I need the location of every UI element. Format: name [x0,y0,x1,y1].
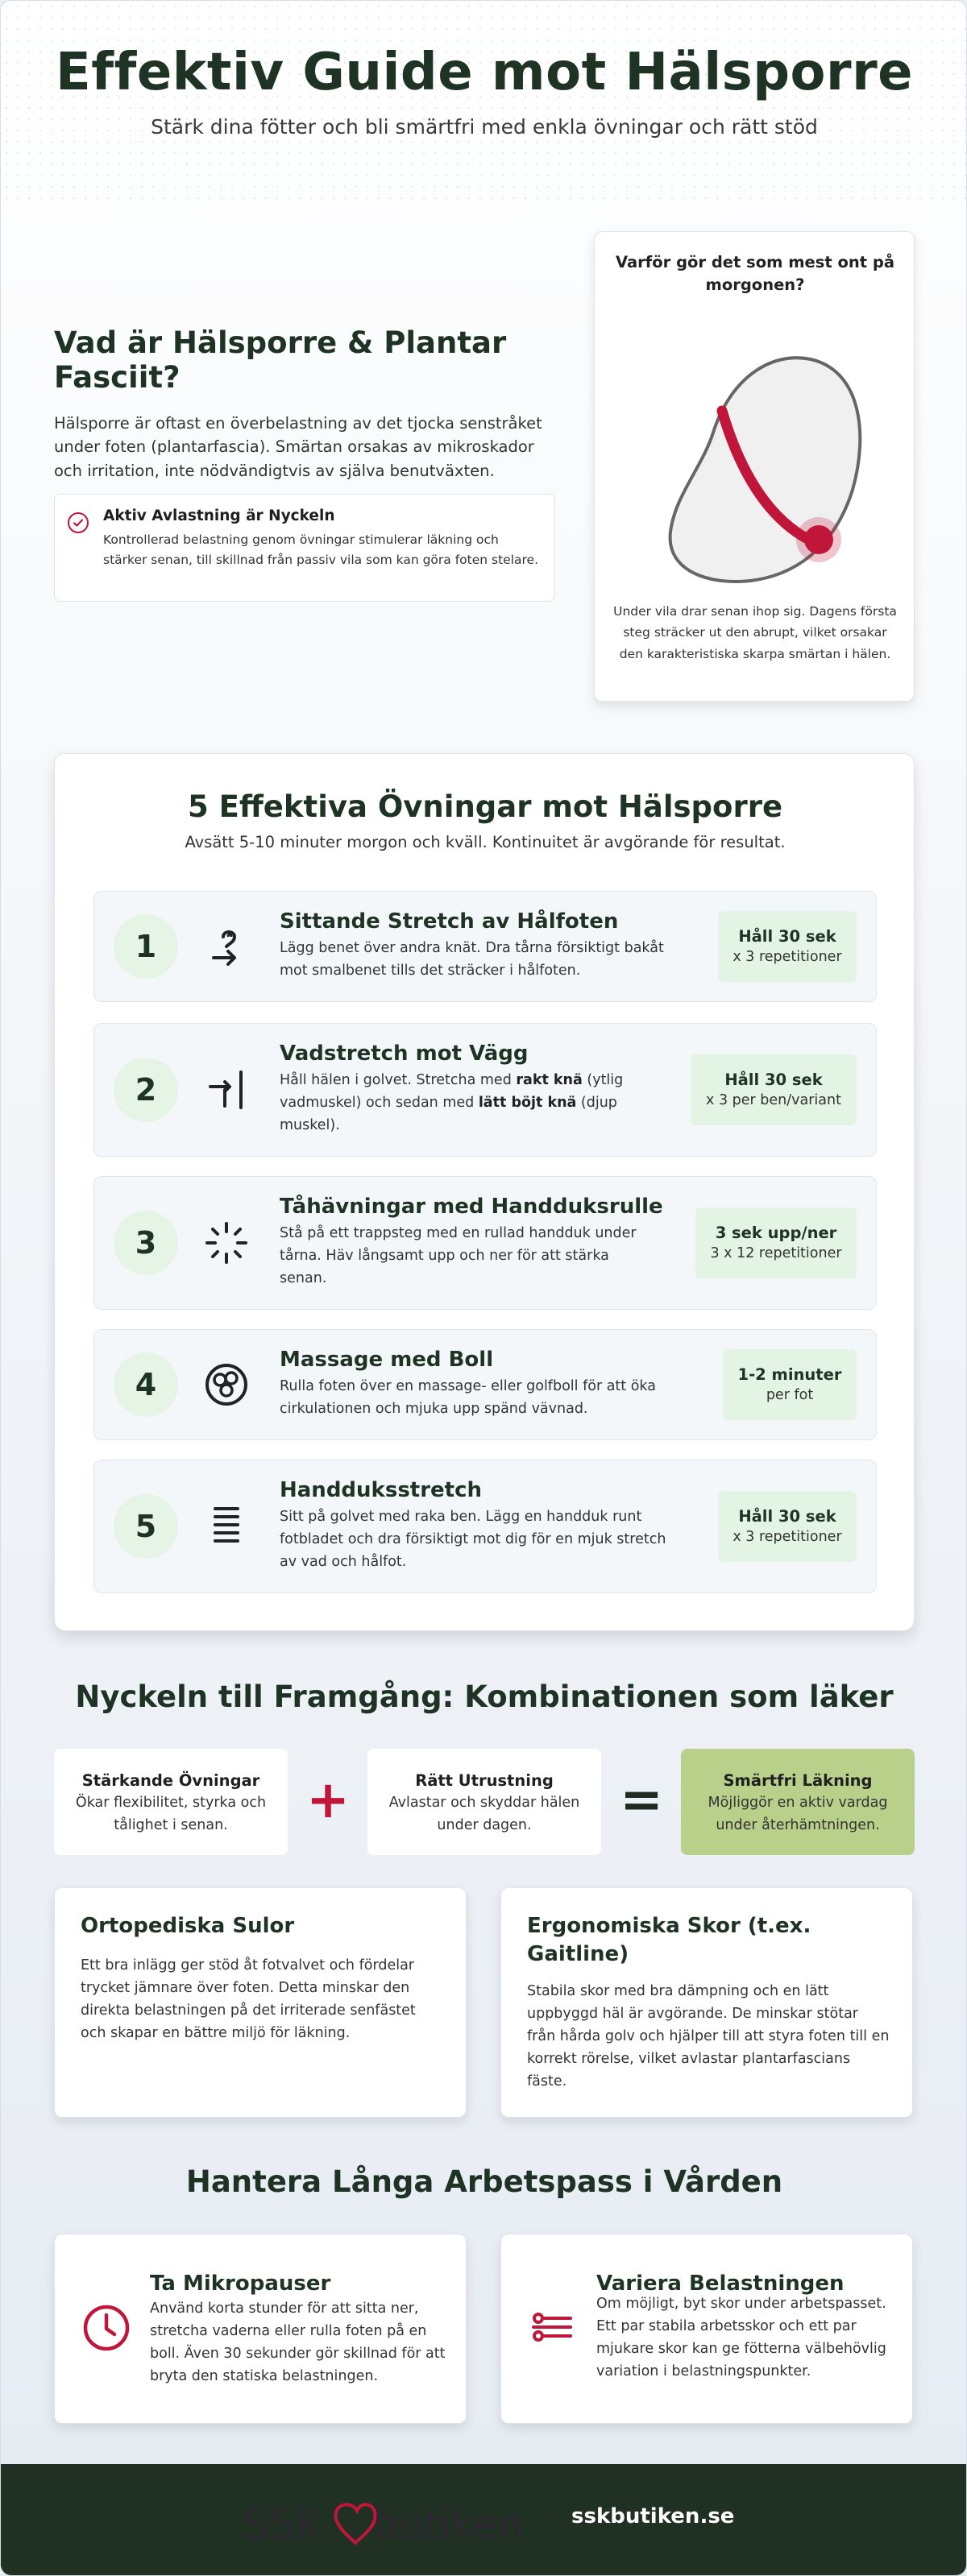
exercise-description: Sitt på golvet med raka ben. Lägg en handduk runt fotbladet och dra försiktigt mot dig för en mjuk stretch av vad och hålfot. [280,1509,666,1570]
combo-exercises-box [54,1749,288,1855]
combo-result-text: Möjliggör en aktiv vardag under återhämtningen. [708,1795,888,1833]
exercise-description: Lägg benet över andra knät. Dra tårna försiktigt bakåt mot smalbenet tills det sträcker i hålfoten. [280,940,664,979]
combo-result-box [681,1749,915,1855]
morning-pain-text: Under vila drar senan ihop sig. Dagens första steg sträcker ut den abrupt, vilket orsakar den karakteristiska skarpa smärtan i hälen. [613,604,897,661]
combo-equipment-box [367,1749,601,1855]
badge-sub: x 3 repetitioner [733,949,842,965]
combo-exercises-text: Ökar flexibilitet, styrka och tålighet i senan. [75,1795,267,1833]
exercise-name: Massage med Boll [280,1348,494,1372]
micro-pause-card [54,2234,467,2424]
combo-equipment-title: Rätt Utrustning [415,1771,554,1790]
desc-bold-straight-knee: rakt knä [516,1072,583,1088]
page-subtitle: Stärk dina fötter och bli smärtfri med enkla övningar och rätt stöd [151,115,818,139]
exercise-number: 5 [114,1494,178,1559]
exercise-badge [691,1054,857,1125]
foot-illustration [595,329,915,594]
exercise-number: 1 [114,914,178,979]
desc-part: (ytlig vadmuskel) och sedan med [280,1072,624,1111]
badge-sub: per fot [766,1387,814,1403]
combo-result-title: Smärtfri Läkning [723,1771,873,1790]
insoles-title: Ortopediska Sulor [81,1914,295,1938]
badge-main: Håll 30 sek [724,1071,823,1089]
heart-icon [336,2504,376,2543]
foot-stretch-icon [202,922,251,971]
exercises-section [54,753,915,1631]
vary-load-text: Om möjligt, byt skor under arbetspasset. Ett par stabila arbetsskor och ett par mjukare skor kan ge fötterna välbehövlig variation i belastningspunkter. [596,2296,886,2379]
desc-part: Håll hälen i golvet. Stretcha med [280,1072,517,1088]
combo-equipment-text: Avlastar och skyddar hälen under dagen. [388,1795,580,1833]
combo-title: Nyckeln till Framgång: Kombinationen som läker [75,1679,894,1714]
exercise-description: Rulla foten över en massage- eller golfboll för att öka cirkulationen och mjuka upp spänd vävnad. [280,1378,656,1417]
morning-pain-title: Varför gör det som mest ont på morgonen? [615,253,895,295]
footer [1,2464,967,2576]
massage-ball-icon [202,1360,251,1409]
key-callout-text: Kontrollerad belastning genom övningar stimulerar läkning och stärker senan, till skillnad från passiv vila som kan göra foten stelare. [103,532,539,567]
exercise-badge [723,1349,857,1420]
desc-bold-bent-knee: lätt böjt knä [478,1095,577,1111]
shoes-text: Stabila skor med bra dämpning och en lätt uppbyggd häl är avgörande. De minskar stötar från hårda golv och hjälper till att styra foten till en korrekt rörelse, vilket avlastar plantarfascians fäste. [527,1983,890,2089]
check-circle-icon [68,512,89,533]
badge-main: Håll 30 sek [738,1507,836,1526]
insoles-text: Ett bra inlägg ger stöd åt fotvalvet och fördelar trycket jämnare över foten. Detta minskar den direkta belastningen på det irriterade senfästet och skapar en bättre miljö för läkning. [81,1957,416,2041]
badge-main: 1-2 minuter [737,1365,842,1384]
exercise-number: 4 [114,1352,178,1417]
equals-sign: = [620,1770,663,1830]
shoes-card [500,1887,913,2118]
footer-website-link[interactable]: sskbutiken.se [571,2504,735,2528]
hero-header [1,1,967,202]
exercise-badge [718,911,857,982]
shoes-title: Ergonomiska Skor (t.ex. Gaitline) [527,1914,811,1967]
exercise-badge [695,1207,857,1278]
heel-pain-point [804,525,833,554]
logo-text-ssk: SSK [243,2501,323,2548]
exercise-description: Stå på ett trappsteg med en rullad handduk under tårna. Häv långsamt upp och ner för att stärka senan. [280,1225,637,1286]
loading-spinner-icon [202,1219,251,1267]
clock-icon [81,2302,132,2354]
badge-sub: x 3 repetitioner [733,1529,842,1545]
morning-pain-card [594,231,915,702]
badge-sub: 3 x 12 repetitioner [710,1245,842,1261]
insoles-card [54,1887,467,2118]
intro-text: Hälsporre är oftast en överbelastning av det tjocka senstråket under foten (plantarfascia). Smärtan orsakas av mikroskador och irritation, inte nödvändigtvis av själva benutväxten. [54,414,542,480]
key-callout [54,494,555,602]
vary-load-card [500,2234,913,2424]
exercise-number: 3 [114,1211,178,1275]
key-callout-title: Aktiv Avlastning är Nyckeln [103,507,335,524]
exercise-item-1 [93,891,877,1002]
sliders-icon [527,2302,579,2354]
exercise-badge [718,1491,857,1562]
desc-part: (djup muskel). [280,1095,617,1133]
exercise-item-3 [93,1176,877,1310]
exercise-name: Vadstretch mot Vägg [280,1042,529,1066]
micro-pause-text: Använd korta stunder för att sitta ner, stretcha vaderna eller rulla foten på en boll. Även 30 sekunder gör skillnad för att bryta den statiska belastningen. [150,2301,446,2384]
logo-text-butiken: butiken [373,2501,524,2548]
exercises-title: 5 Effektiva Övningar mot Hälsporre [187,789,783,824]
badge-sub: x 3 per ben/variant [706,1092,841,1108]
exercise-item-4 [93,1329,877,1440]
exercise-name: Tåhävningar med Handduksrulle [280,1195,663,1219]
exercise-item-2 [93,1023,877,1157]
exercise-number: 2 [114,1058,178,1122]
intro-title: Vad är Hälsporre & Plantar Fasciit? [54,325,507,395]
exercises-subtitle: Avsätt 5-10 minuter morgon och kväll. Kontinuitet är avgörande för resultat. [185,833,786,851]
exercise-item-5 [93,1460,877,1593]
combo-exercises-title: Stärkande Övningar [81,1771,260,1790]
badge-main: Håll 30 sek [738,927,836,946]
towel-lines-icon [202,1502,251,1551]
shifts-title: Hantera Långa Arbetspass i Vården [185,2164,783,2199]
exercise-description [280,1069,650,1137]
exercise-name: Handduksstretch [280,1478,483,1502]
vary-load-title: Variera Belastningen [596,2272,845,2296]
micro-pause-title: Ta Mikropauser [150,2272,331,2296]
sskbutiken-logo[interactable] [243,2496,565,2548]
page-title: Effektiv Guide mot Hälsporre [55,43,914,102]
wall-arrow-icon [202,1066,251,1114]
exercise-name: Sittande Stretch av Hålfoten [280,909,619,934]
plus-sign: + [306,1770,350,1830]
badge-main: 3 sek upp/ner [715,1224,837,1242]
